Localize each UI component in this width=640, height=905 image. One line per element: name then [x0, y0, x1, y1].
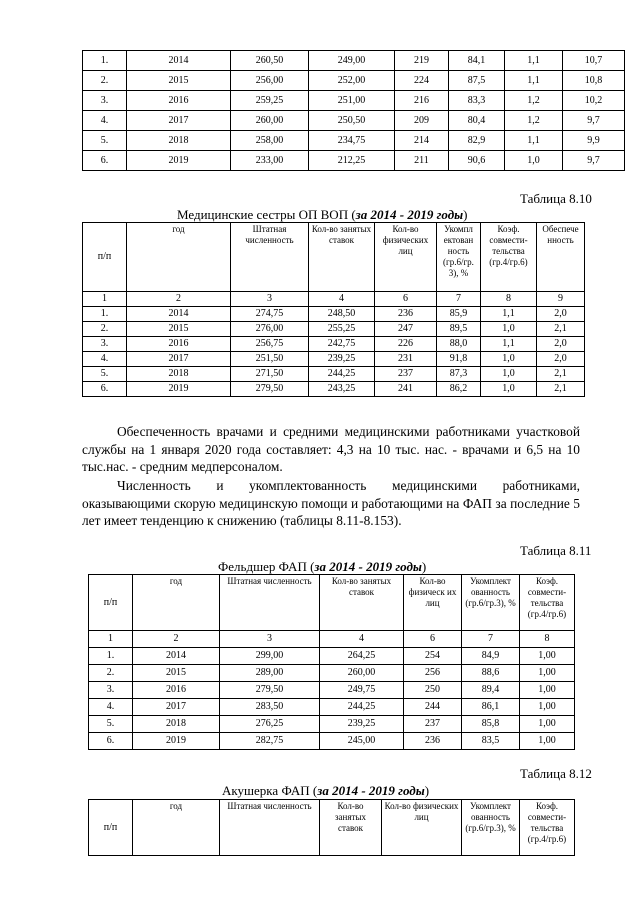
table-cell: 248,50: [309, 307, 375, 322]
table-cell: 85,9: [437, 307, 481, 322]
table-8-10-body: [83, 292, 585, 397]
column-number-cell: 1: [89, 631, 133, 648]
table-cell: 91,8: [437, 352, 481, 367]
table-cell: 1,1: [481, 337, 537, 352]
table-cell: 254: [404, 648, 462, 665]
table-cell: 10,8: [563, 71, 625, 91]
table-title-period: за 2014 - 2019 годы: [314, 559, 422, 574]
table-cell: 276,00: [231, 322, 309, 337]
col-header: Кол-во физическ их лиц: [404, 575, 462, 631]
table-title-end: ): [421, 559, 427, 574]
table-row: [89, 716, 575, 733]
table-cell: 250: [404, 682, 462, 699]
column-number-cell: 7: [437, 292, 481, 307]
column-number-cell: 1: [83, 292, 127, 307]
table-cell: 242,75: [309, 337, 375, 352]
table-title: [177, 207, 468, 222]
table-cell: 245,00: [320, 733, 404, 750]
table-cell: 2019: [133, 733, 220, 750]
table-cell: 239,25: [320, 716, 404, 733]
table-cell: 264,25: [320, 648, 404, 665]
table-cell: 279,50: [220, 682, 320, 699]
table-cell: 10,7: [563, 51, 625, 71]
table-title-text: Медицинские сестры ОП ВОП (: [177, 207, 356, 222]
column-number-cell: 6: [375, 292, 437, 307]
table-title: [218, 559, 426, 574]
table-cell: 209: [395, 111, 449, 131]
table-cell: 2,0: [537, 307, 585, 322]
column-number-cell: 3: [220, 631, 320, 648]
table-cell: 237: [404, 716, 462, 733]
table-cell: 87,3: [437, 367, 481, 382]
table-header-row: [89, 800, 575, 856]
column-number-cell: 4: [309, 292, 375, 307]
table-cell: 83,5: [462, 733, 520, 750]
table-title-end: ): [424, 783, 430, 798]
table-cell: 84,1: [449, 51, 505, 71]
table-cell: 259,25: [231, 91, 309, 111]
col-header: Обеспече нность: [537, 223, 585, 292]
table-cell: 252,00: [309, 71, 395, 91]
col-header: Штатная численность: [220, 800, 320, 856]
table-8-11-body: [89, 631, 575, 750]
table-cell: 4.: [83, 352, 127, 367]
table-row: [83, 131, 625, 151]
col-header: год: [127, 223, 231, 292]
table-cell: 289,00: [220, 665, 320, 682]
table-cell: 1,1: [505, 71, 563, 91]
table-row: [83, 71, 625, 91]
table-title: [222, 783, 429, 798]
table-cell: 233,00: [231, 151, 309, 171]
table-cell: 279,50: [231, 382, 309, 397]
table-cell: 276,25: [220, 716, 320, 733]
table-cell: 9,9: [563, 131, 625, 151]
table-cell: 214: [395, 131, 449, 151]
table-cell: 249,00: [309, 51, 395, 71]
table-cell: 256,75: [231, 337, 309, 352]
table-cell: 3.: [83, 337, 127, 352]
table-cell: 219: [395, 51, 449, 71]
table-row: [83, 322, 585, 337]
table-cell: 224: [395, 71, 449, 91]
col-header: Укомплект ованность (гр.6/гр.3), %: [462, 800, 520, 856]
table-cell: 88,0: [437, 337, 481, 352]
table-cell: 5.: [83, 367, 127, 382]
table-cell: 231: [375, 352, 437, 367]
table-8-12: [88, 799, 575, 856]
table-cell: 282,75: [220, 733, 320, 750]
table-cell: 2.: [83, 71, 127, 91]
table-title-period: за 2014 - 2019 годы: [317, 783, 425, 798]
table-cell: 250,50: [309, 111, 395, 131]
col-header: Укомплект ованность (гр.6/гр.3), %: [462, 575, 520, 631]
table-cell: 2,1: [537, 367, 585, 382]
table-cell: 1,1: [481, 307, 537, 322]
table-title-end: ): [463, 207, 468, 222]
col-header: Штатная численность: [220, 575, 320, 631]
column-number-cell: 8: [520, 631, 575, 648]
table-cell: 86,1: [462, 699, 520, 716]
table-cell: 299,00: [220, 648, 320, 665]
table-cell: 2017: [133, 699, 220, 716]
table-cell: 244,25: [309, 367, 375, 382]
paragraph-staffing: Численность и укомплектованность медицинскими работниками, оказывающими скорую медицинскую помощи и работающими на ФАП за последние 5 лет имеет тенденцию к снижению (таблицы 8.11-8.153).: [82, 478, 580, 528]
table-8-10: [82, 222, 585, 397]
table-cell: 86,2: [437, 382, 481, 397]
table-cell: 274,75: [231, 307, 309, 322]
col-header: год: [133, 800, 220, 856]
table-cell: 256: [404, 665, 462, 682]
table-row: [89, 699, 575, 716]
col-header: Кол-во физических лиц: [375, 223, 437, 292]
table-cell: 5.: [83, 131, 127, 151]
table-cell: 2018: [127, 131, 231, 151]
table-cell: 251,50: [231, 352, 309, 367]
table-cell: 2016: [127, 91, 231, 111]
table-cell: 84,9: [462, 648, 520, 665]
col-header: год: [133, 575, 220, 631]
col-header: Коэф. совмести-тельства (гр.4/гр.6): [520, 575, 575, 631]
table-cell: 89,5: [437, 322, 481, 337]
table-cell: 6.: [83, 151, 127, 171]
table-cell: 258,00: [231, 131, 309, 151]
table-cell: 239,25: [309, 352, 375, 367]
table-cell: 2019: [127, 382, 231, 397]
table-cell: 2016: [133, 682, 220, 699]
table-cell: 255,25: [309, 322, 375, 337]
table-title-text: Акушерка ФАП (: [222, 783, 318, 798]
table-caption: Таблица 8.12: [520, 766, 592, 781]
table-cell: 5.: [89, 716, 133, 733]
table-cell: 260,50: [231, 51, 309, 71]
table-row: [89, 648, 575, 665]
table-cell: 216: [395, 91, 449, 111]
table-cell: 2017: [127, 111, 231, 131]
column-number-cell: 9: [537, 292, 585, 307]
column-number-cell: 6: [404, 631, 462, 648]
table-row: [83, 367, 585, 382]
table-cell: 244: [404, 699, 462, 716]
col-header: Штатная численность: [231, 223, 309, 292]
table-row: [83, 91, 625, 111]
table-cell: 82,9: [449, 131, 505, 151]
table-cell: 89,4: [462, 682, 520, 699]
table-cell: 236: [375, 307, 437, 322]
table-cell: 2,1: [537, 322, 585, 337]
table-cell: 1,0: [481, 322, 537, 337]
table-cell: 85,8: [462, 716, 520, 733]
table-row: [83, 307, 585, 322]
table-row: [89, 682, 575, 699]
table-cell: 2016: [127, 337, 231, 352]
table-cell: 2019: [127, 151, 231, 171]
column-number-row: [83, 292, 585, 307]
table-cell: 1,2: [505, 91, 563, 111]
table-row: [83, 337, 585, 352]
table-cell: 1,00: [520, 665, 575, 682]
col-header: п/п: [89, 575, 133, 631]
table-cell: 3.: [83, 91, 127, 111]
col-header: Кол-во занятых ставок: [309, 223, 375, 292]
table-top-body: [83, 51, 625, 171]
column-number-cell: 4: [320, 631, 404, 648]
table-row: [89, 665, 575, 682]
table-cell: 1,00: [520, 699, 575, 716]
table-cell: 2,1: [537, 382, 585, 397]
table-cell: 1,00: [520, 716, 575, 733]
table-cell: 237: [375, 367, 437, 382]
table-cell: 83,3: [449, 91, 505, 111]
table-cell: 1,1: [505, 51, 563, 71]
table-row: [83, 111, 625, 131]
table-cell: 87,5: [449, 71, 505, 91]
table-cell: 251,00: [309, 91, 395, 111]
table-cell: 260,00: [231, 111, 309, 131]
table-cell: 1,0: [481, 352, 537, 367]
table-cell: 4.: [83, 111, 127, 131]
col-header: Укомпл ектован ность (гр.6/гр. 3), %: [437, 223, 481, 292]
table-cell: 2017: [127, 352, 231, 367]
paragraph-provision: Обеспеченность врачами и средними медицинскими работниками участковой службы на 1 января 2020 года составляет: 4,3 на 10 тыс. нас. - врачами и 6,5 на 10 тыс.нас. - средним медперсоналом.: [82, 424, 580, 474]
table-cell: 226: [375, 337, 437, 352]
table-cell: 1.: [83, 51, 127, 71]
table-cell: 1,00: [520, 648, 575, 665]
col-header: Кол-во занятых ставок: [320, 575, 404, 631]
table-cell: 1,00: [520, 682, 575, 699]
table-cell: 2015: [127, 71, 231, 91]
table-cell: 1,0: [505, 151, 563, 171]
table-row: [83, 352, 585, 367]
col-header: п/п: [83, 223, 127, 292]
table-cell: 271,50: [231, 367, 309, 382]
table-header-row: [83, 223, 585, 292]
table-title-period: за 2014 - 2019 годы: [355, 207, 464, 222]
column-number-cell: 2: [127, 292, 231, 307]
column-number-cell: 2: [133, 631, 220, 648]
table-cell: 10,2: [563, 91, 625, 111]
table-cell: 90,6: [449, 151, 505, 171]
column-number-cell: 7: [462, 631, 520, 648]
table-cell: 6.: [89, 733, 133, 750]
table-cell: 1.: [89, 648, 133, 665]
table-cell: 249,75: [320, 682, 404, 699]
table-cell: 241: [375, 382, 437, 397]
table-cell: 80,4: [449, 111, 505, 131]
table-8-11: [88, 574, 575, 750]
table-cell: 212,25: [309, 151, 395, 171]
table-cell: 2014: [127, 307, 231, 322]
table-cell: 2,0: [537, 337, 585, 352]
table-caption: Таблица 8.10: [520, 191, 592, 206]
table-cell: 236: [404, 733, 462, 750]
table-cell: 88,6: [462, 665, 520, 682]
table-top: [82, 50, 625, 171]
table-cell: 6.: [83, 382, 127, 397]
table-cell: 260,00: [320, 665, 404, 682]
table-cell: 2014: [127, 51, 231, 71]
table-cell: 3.: [89, 682, 133, 699]
table-cell: 2,0: [537, 352, 585, 367]
table-row: [83, 51, 625, 71]
table-row: [83, 151, 625, 171]
table-cell: 247: [375, 322, 437, 337]
col-header: п/п: [89, 800, 133, 856]
table-cell: 256,00: [231, 71, 309, 91]
table-cell: 2014: [133, 648, 220, 665]
table-title-text: Фельдшер ФАП (: [218, 559, 315, 574]
table-cell: 243,25: [309, 382, 375, 397]
table-cell: 1,2: [505, 111, 563, 131]
table-row: [89, 733, 575, 750]
table-cell: 2015: [133, 665, 220, 682]
table-cell: 283,50: [220, 699, 320, 716]
table-cell: 234,75: [309, 131, 395, 151]
table-cell: 1,1: [505, 131, 563, 151]
table-cell: 4.: [89, 699, 133, 716]
table-cell: 9,7: [563, 111, 625, 131]
table-cell: 2018: [133, 716, 220, 733]
col-header: Кол-во занятых ставок: [320, 800, 382, 856]
table-cell: 2018: [127, 367, 231, 382]
table-row: [83, 382, 585, 397]
table-cell: 2.: [83, 322, 127, 337]
col-header: Коэф. совмести-тельства (гр.4/гр.6): [520, 800, 575, 856]
table-cell: 1,00: [520, 733, 575, 750]
table-cell: 244,25: [320, 699, 404, 716]
table-cell: 2.: [89, 665, 133, 682]
table-cell: 1,0: [481, 367, 537, 382]
table-header-row: [89, 575, 575, 631]
col-header: Коэф. совмести-тельства (гр.4/гр.6): [481, 223, 537, 292]
column-number-cell: 3: [231, 292, 309, 307]
col-header: Кол-во физических лиц: [382, 800, 462, 856]
table-cell: 1,0: [481, 382, 537, 397]
table-cell: 9,7: [563, 151, 625, 171]
column-number-row: [89, 631, 575, 648]
table-cell: 2015: [127, 322, 231, 337]
table-cell: 211: [395, 151, 449, 171]
table-caption: Таблица 8.11: [520, 543, 592, 558]
column-number-cell: 8: [481, 292, 537, 307]
table-cell: 1.: [83, 307, 127, 322]
